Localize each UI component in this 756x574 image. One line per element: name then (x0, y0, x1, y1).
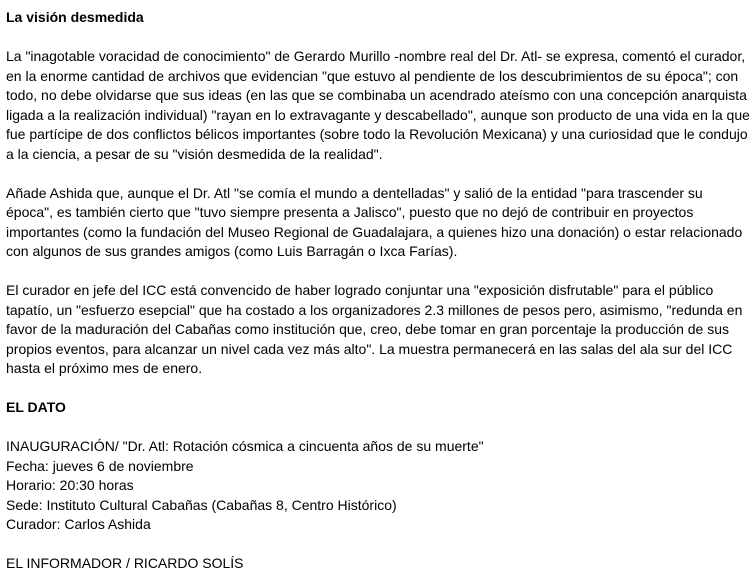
spacer (6, 28, 750, 48)
spacer (6, 535, 750, 555)
article-page (6, 8, 750, 574)
dato-line-curador: Curador: Carlos Ashida (6, 516, 151, 532)
dato-block (6, 437, 750, 535)
dato-line-sede: Sede: Instituto Cultural Cabañas (Cabañas 8, Centro Histórico) (6, 496, 397, 513)
spacer (6, 379, 750, 399)
spacer (6, 262, 750, 282)
dato-line-horario: Horario: 20:30 horas (6, 477, 134, 493)
spacer (6, 418, 750, 438)
dato-title: EL DATO (6, 399, 66, 415)
spacer (6, 164, 750, 184)
paragraph-3: El curador en jefe del ICC está convencido de haber logrado conjuntar una "exposición disfrutable" para el público tapatío, un "esfuerzo esepcial" que ha costado a los organizadores 2.3 millones de pesos pero, asimismo, "redunda en favor de la maduración del Cabañas como institución que, creo, debe tomar en gran porcentaje la producción de sus propios eventos, para alcanzar un nivel cada vez más alto". La muestra permanecerá en las salas del ala sur del ICC hasta el próximo mes de enero. (6, 282, 743, 376)
section-title: La visión desmedida (6, 9, 144, 25)
dato-line-fecha: Fecha: jueves 6 de noviembre (6, 457, 194, 474)
paragraph-2: Añade Ashida que, aunque el Dr. Atl "se comía el mundo a dentelladas" y salió de la entidad "para trascender su época", es también cierto que "tuvo siempre presenta a Jalisco", puesto que no dejó de contribuir en proyectos importantes (como la fundación del Museo Regional de Guadalajara, a quienes hizo una donación) o estar relacionado con algunos de sus grandes amigos (como Luis Barragán o Ixca Farías). (6, 184, 743, 259)
byline: EL INFORMADOR / RICARDO SOLÍS (6, 555, 244, 571)
dato-line-inauguracion: INAUGURACIÓN/ "Dr. Atl: Rotación cósmica a cincuenta años de su muerte" (6, 438, 484, 454)
paragraph-1: La "inagotable voracidad de conocimiento" de Gerardo Murillo -nombre real del Dr. Atl- se expresa, comentó el curador, en la enorme cantidad de archivos que evidencian "que estuvo al pendiente de los descubrimientos de su época"; con todo, no debe olvidarse que sus ideas (en las que se combinaba un acendrado ateísmo con una concepción anarquista ligada a la realización individual) "rayan en lo extravagante y descabellado", aunque son producto de una vida en la que fue partícipe de dos conflictos bélicos importantes (sobre todo la Revolución Mexicana) y una curiosidad que le condujo a la ciencia, a pesar de su "visión desmedida de la realidad". (6, 48, 750, 162)
